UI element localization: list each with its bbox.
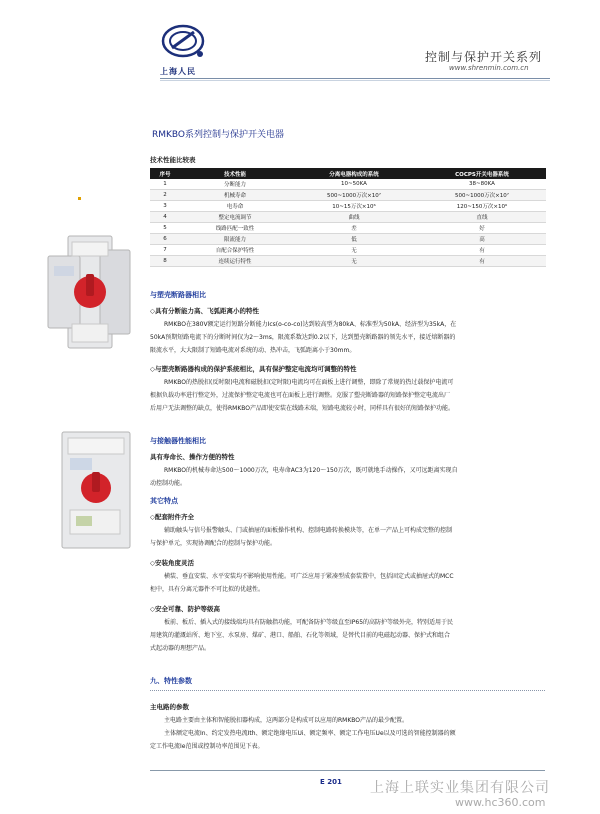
- s2-paragraph-1: [150, 464, 546, 490]
- th-cocps-system: COCPS开关电器系统: [418, 168, 546, 179]
- s2-p4-line-3: 式起动器的理想产品。: [150, 645, 211, 652]
- table-cell: 4: [150, 212, 180, 223]
- s3-p1-line-1: 主电路主要由主体和智能脱扣器构成，这两部分是构成可以应用的RMKBO产品的最少配置。: [164, 717, 409, 724]
- table-cell: 7: [150, 245, 180, 256]
- s2-heading-1: 具有寿命长、操作方便的特性: [150, 453, 235, 461]
- table-caption: 技术性能比较表: [150, 156, 196, 164]
- table-row: [150, 234, 546, 245]
- table-row: [150, 212, 546, 223]
- section-divider: [150, 690, 545, 691]
- table-header-row: [150, 168, 546, 179]
- product-photo-2: [50, 428, 140, 553]
- section-title-mccb: 与塑壳断路器相比: [150, 291, 206, 299]
- header-rule: [160, 78, 550, 79]
- table-cell: 分断能力: [180, 179, 290, 190]
- th-feature: 技术性能: [180, 168, 290, 179]
- s2-p1-line-1: RMKBO的机械寿命达500～1000万次，电寿命AC3为120～150万次，既可就地手动操作，又可远距离实现自: [164, 467, 458, 474]
- section-title-contactor: 与接触器性能相比: [150, 437, 206, 445]
- table-cell: 1: [150, 179, 180, 190]
- s1-paragraph-2: [150, 376, 546, 415]
- s2-paragraph-3: [150, 570, 546, 596]
- spec-comparison-table: [150, 168, 546, 267]
- table-cell: 自配合保护特性: [180, 245, 290, 256]
- table-cell: 好: [418, 223, 546, 234]
- table-cell: 电寿命: [180, 201, 290, 212]
- table-cell: 6: [150, 234, 180, 245]
- s2-p3-line-1: 横装、垂直安装、水平安装均不影响使用性能。可广泛应用于紧凑型成套装置中，包括固定式或抽屉式的MCC: [164, 573, 454, 580]
- table-cell: 高: [418, 234, 546, 245]
- s2-p1-line-2: 动控制功能。: [150, 480, 187, 487]
- s1-p2-line-2: 根据负载功率进行整定外，过流保护整定电流也可在面板上进行调整。克服了塑壳断路器的短路保护整定电流出厂: [150, 392, 451, 399]
- table-cell: 500~1000万次×10⁷: [290, 190, 418, 201]
- s1-p1-line-2: 50kA预期短路电流下的分断时间仅为2～3ms，限流系数达到0.2以下，达到塑壳断路器的领先水平，接近熔断器的: [150, 334, 456, 341]
- table-cell: 曲线: [290, 212, 418, 223]
- s2-heading-4: ◇安全可靠、防护等级高: [150, 605, 220, 613]
- s3-paragraph-1: [150, 714, 546, 753]
- logo-text: 上海人民: [160, 67, 196, 76]
- company-logo: [160, 18, 206, 64]
- s2-p3-line-2: 柜中，具有分离元器件不可比拟的优越性。: [150, 586, 265, 593]
- table-cell: 2: [150, 190, 180, 201]
- table-cell: 线路匹配一致性: [180, 223, 290, 234]
- s2-paragraph-2: [150, 524, 546, 550]
- watermark-company: 上海上联实业集团有限公司: [370, 780, 550, 796]
- footer-rule: [150, 770, 545, 771]
- table-cell: 无: [290, 256, 418, 267]
- page-number: E 201: [320, 778, 342, 786]
- table-row: [150, 245, 546, 256]
- table-cell: 3: [150, 201, 180, 212]
- s1-p1-line-1: RMKBO在380V额定运行短路分断能力Ics(o-co-co)达到较高型为80kA、标准型为50kA、经济型为35kA，在: [164, 321, 457, 328]
- header-rule-secondary: [160, 80, 550, 81]
- table-cell: 机械寿命: [180, 190, 290, 201]
- table-cell: 有: [418, 256, 546, 267]
- s2-p2-line-2: 与保护单元，实现协调配合的控制与保护功能。: [150, 540, 277, 547]
- table-cell: 低: [290, 234, 418, 245]
- site-url: www.shrenmin.com.cn: [449, 64, 529, 72]
- s3-p1-line-3: 定工作电流Ie范围或控制功率范围见下表。: [150, 743, 264, 750]
- table-cell: 整定电流调节: [180, 212, 290, 223]
- s2-p4-line-1: 板前、板后、插入式的接线端均具有防触指功能，可配备防护等级直至IP65的高防护等级外壳，特别适用于民: [164, 619, 454, 626]
- section-title-other: 其它特点: [150, 497, 178, 505]
- table-cell: 限流能力: [180, 234, 290, 245]
- table-cell: 有: [418, 245, 546, 256]
- table-cell: 无: [290, 245, 418, 256]
- s1-paragraph-1: [150, 318, 546, 357]
- s2-heading-2: ◇配套附件齐全: [150, 513, 194, 521]
- s3-p1-line-2: 主体额定电流In、约定发热电流Ith、额定绝缘电压Ui、额定频率、额定工作电压Ue以及可选的智能控制器的额: [164, 730, 456, 737]
- s1-heading-2: ◇与塑壳断路器构成的保护系统相比，具有保护整定电流均可调整的特性: [150, 365, 357, 373]
- s2-p4-line-2: 用建筑的灌溉站所、地下室、水泵房、煤矿、港口、船舶、石化等领域，是替代目前的电磁起动器、保护式和组合: [150, 632, 451, 639]
- product-photo-1: [40, 232, 140, 352]
- table-cell: 8: [150, 256, 180, 267]
- document-title: RMKBO系列控制与保护开关电器: [152, 130, 285, 140]
- table-cell: 连续运行特性: [180, 256, 290, 267]
- table-row: [150, 179, 546, 190]
- table-row: [150, 201, 546, 212]
- table-cell: 5: [150, 223, 180, 234]
- table-cell: 10~50KA: [290, 179, 418, 190]
- th-index: 序号: [150, 168, 180, 179]
- table-row: [150, 223, 546, 234]
- table-row: [150, 190, 546, 201]
- table-cell: 10~15万次×10⁶: [290, 201, 418, 212]
- s2-heading-3: ◇安装角度灵活: [150, 559, 194, 567]
- top-band: [0, 0, 600, 18]
- s1-p1-line-3: 限流水平，大大限制了短路电流对系统的动、热冲击，飞弧距离小于30mm。: [150, 347, 356, 354]
- table-cell: 500~1000万次×10⁷: [418, 190, 546, 201]
- table-row: [150, 256, 546, 267]
- table-cell: 120~150万次×10⁶: [418, 201, 546, 212]
- s1-heading-1: ◇具有分断能力高、飞弧距离小的特性: [150, 307, 259, 315]
- watermark-url: www.hc360.com: [455, 796, 546, 809]
- th-separate-system: 分离电器构成的系统: [290, 168, 418, 179]
- table-cell: 38~80KA: [418, 179, 546, 190]
- s2-p2-line-1: 辅助触头与信号报警触头、门或抽屉的面板操作机构、控制电路转换模块等，在单一产品上可构成完整的控制: [164, 527, 453, 534]
- table-cell: 差: [290, 223, 418, 234]
- s3-heading-1: 主电路的参数: [150, 703, 189, 711]
- s1-p2-line-3: 后用户无法调整的缺点，使得RMKBO产品即使安装在线路末端，短路电流较小时，同样具有很好的短路保护功能。: [150, 405, 455, 412]
- s1-p2-line-1: RMKBO的热脱扣(反时限)电流和磁脱扣(定时限)电流均可在面板上进行调整，即除了常规的热过载保护电流可: [164, 379, 454, 386]
- marker-dot: [78, 197, 81, 200]
- section-title-params: 九、特性参数: [150, 677, 192, 685]
- table-cell: 直线: [418, 212, 546, 223]
- series-title: 控制与保护开关系列: [425, 50, 543, 64]
- s2-paragraph-4: [150, 616, 546, 655]
